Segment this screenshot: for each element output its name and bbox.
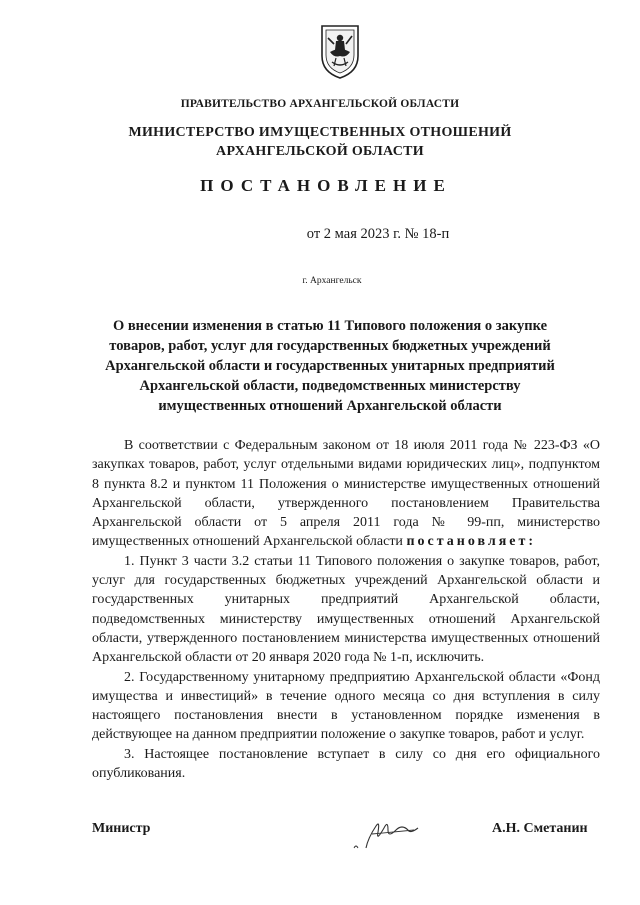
ministry-line-1: МИНИСТЕРСТВО ИМУЩЕСТВЕННЫХ ОТНОШЕНИЙ	[128, 125, 512, 140]
title-line: товаров, работ, услуг для государственных бюджетных учреждений	[109, 338, 551, 354]
handwritten-signature	[348, 808, 438, 856]
city: г. Архангельск	[302, 276, 362, 286]
document-title	[50, 316, 610, 416]
title-line: имущественных отношений Архангельской области	[158, 398, 502, 414]
document-body	[92, 436, 600, 783]
signer-role: Министр	[92, 821, 151, 836]
item-3-paragraph: 3. Настоящее постановление вступает в силу со дня его официального опубликования.	[92, 746, 600, 782]
preamble-text: В соответствии с Федеральным законом от 18 июля 2011 года № 223-ФЗ «О закупках товаров, работ, услуг отдельными видами юридических лиц», подпунктом 8 пункта 8.2 и пунктом 11 Положения о министерстве имущественных отношений Архангельской области, утвержденного постановлением Правительства Архангельской области от 5 апреля 2011 года № 99-пп, министерство имущественных отношений Архангельской области	[92, 438, 600, 550]
document-type: ПОСТАНОВЛЕНИЕ	[200, 176, 452, 195]
date-and-number: от 2 мая 2023 г. № 18-п	[306, 226, 450, 242]
title-line: О внесении изменения в статью 11 Типового положения о закупке	[112, 318, 548, 334]
preamble-paragraph	[92, 436, 600, 552]
ministry-line-2: АРХАНГЕЛЬСКОЙ ОБЛАСТИ	[216, 144, 424, 159]
ministry-name	[0, 123, 640, 161]
title-line: Архангельской области, подведомственных министерству	[139, 378, 521, 394]
coat-of-arms-icon	[316, 22, 364, 80]
item-1-paragraph: 1. Пункт 3 части 3.2 статьи 11 Типового положения о закупке товаров, работ, услуг для государственных бюджетных учреждений Архангельской области и государственных унитарных предприятий Архангельской области, подведомственных министерству имущественных отношений Архангельской области, утвержденного постановлением министерства имущественных отношений Архангельской области от 20 января 2020 года № 1-п, исключить.	[92, 553, 600, 666]
government-name: ПРАВИТЕЛЬСТВО АРХАНГЕЛЬСКОЙ ОБЛАСТИ	[180, 98, 460, 110]
title-line: Архангельской области и государственных унитарных предприятий	[105, 358, 555, 374]
signer-name: А.Н. Сметанин	[492, 821, 588, 836]
preamble-keyword: постановляет:	[406, 534, 537, 550]
item-2-paragraph: 2. Государственному унитарному предприятию Архангельской области «Фонд имущества и инвестиций» в течение одного месяца со дня вступления в силу настоящего постановления внести в установленном порядке изменения в действующее на данном предприятии положение о закупке товаров, работ и услуг.	[92, 669, 600, 743]
